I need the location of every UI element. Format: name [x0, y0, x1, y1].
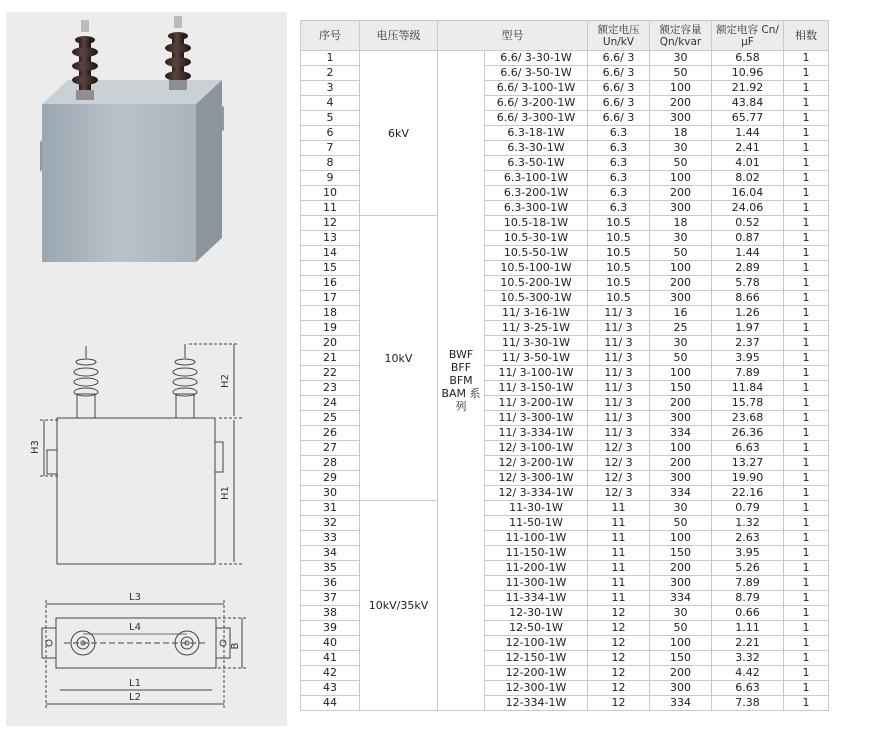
cell-phases: 1	[784, 81, 829, 96]
cell-rated-voltage: 12	[588, 681, 650, 696]
cell-rated-voltage: 11	[588, 546, 650, 561]
cell-model: 11-300-1W	[485, 576, 588, 591]
cell-model: 6.6/ 3-50-1W	[485, 66, 588, 81]
cell-no: 17	[301, 291, 360, 306]
cell-rated-voltage: 6.6/ 3	[588, 96, 650, 111]
cell-rated-capacitance: 22.16	[712, 486, 784, 501]
cell-model: 10.5-18-1W	[485, 216, 588, 231]
cell-rated-capacity: 18	[650, 216, 712, 231]
cell-rated-capacity: 200	[650, 561, 712, 576]
cell-rated-voltage: 11	[588, 576, 650, 591]
cell-phases: 1	[784, 126, 829, 141]
cell-rated-capacity: 300	[650, 681, 712, 696]
cell-model: 6.6/ 3-300-1W	[485, 111, 588, 126]
cell-model: 6.3-30-1W	[485, 141, 588, 156]
cell-phases: 1	[784, 606, 829, 621]
cell-rated-voltage: 11/ 3	[588, 351, 650, 366]
cell-model: 10.5-300-1W	[485, 291, 588, 306]
cell-rated-capacitance: 11.84	[712, 381, 784, 396]
cell-model: 12-334-1W	[485, 696, 588, 711]
cell-rated-capacity: 30	[650, 501, 712, 516]
cell-phases: 1	[784, 216, 829, 231]
cell-rated-voltage: 12/ 3	[588, 456, 650, 471]
front-elevation-drawing	[6, 324, 287, 574]
cell-rated-capacitance: 2.37	[712, 336, 784, 351]
cell-rated-voltage: 12	[588, 696, 650, 711]
cell-rated-capacitance: 6.58	[712, 51, 784, 66]
cell-rated-capacity: 100	[650, 261, 712, 276]
cell-rated-capacitance: 13.27	[712, 456, 784, 471]
cell-rated-voltage: 6.6/ 3	[588, 66, 650, 81]
cell-rated-voltage: 11	[588, 516, 650, 531]
cell-model: 6.6/ 3-100-1W	[485, 81, 588, 96]
cell-series	[438, 51, 485, 711]
cell-rated-capacity: 300	[650, 291, 712, 306]
cell-voltage-class: 10kV/35kV	[360, 501, 438, 711]
cell-rated-voltage: 6.3	[588, 201, 650, 216]
cell-rated-capacitance: 26.36	[712, 426, 784, 441]
cell-rated-voltage: 10.5	[588, 216, 650, 231]
cell-model: 11/ 3-100-1W	[485, 366, 588, 381]
cell-model: 6.3-300-1W	[485, 201, 588, 216]
cell-rated-voltage: 12	[588, 606, 650, 621]
cell-rated-capacitance: 3.95	[712, 546, 784, 561]
cell-rated-voltage: 10.5	[588, 246, 650, 261]
capacitor-photo	[36, 12, 236, 280]
cell-voltage-class: 6kV	[360, 51, 438, 216]
cell-model: 12-200-1W	[485, 666, 588, 681]
l3-label: L3	[129, 592, 141, 603]
cell-rated-voltage: 10.5	[588, 231, 650, 246]
cell-model: 11/ 3-150-1W	[485, 381, 588, 396]
header-model: 型号	[438, 21, 588, 51]
cell-rated-capacity: 30	[650, 606, 712, 621]
cell-rated-voltage: 11/ 3	[588, 381, 650, 396]
h3-label: H3	[30, 440, 41, 454]
l4-label: L4	[129, 622, 141, 633]
cell-rated-capacity: 100	[650, 81, 712, 96]
cell-rated-voltage: 12/ 3	[588, 486, 650, 501]
cell-model: 6.3-50-1W	[485, 156, 588, 171]
cell-rated-capacitance: 8.79	[712, 591, 784, 606]
cell-model: 10.5-100-1W	[485, 261, 588, 276]
cell-rated-capacity: 334	[650, 486, 712, 501]
cell-phases: 1	[784, 66, 829, 81]
cell-phases: 1	[784, 561, 829, 576]
header-voltage-class: 电压等级	[360, 21, 438, 51]
cell-rated-capacitance: 1.32	[712, 516, 784, 531]
series-line: BWF	[448, 348, 474, 361]
cell-model: 6.6/ 3-30-1W	[485, 51, 588, 66]
header-rated-capacitance: 额定电容 Cn/ μF	[712, 21, 784, 51]
cell-phases: 1	[784, 276, 829, 291]
cell-rated-capacity: 18	[650, 126, 712, 141]
cell-rated-voltage: 12	[588, 621, 650, 636]
cell-rated-capacity: 334	[650, 426, 712, 441]
cell-rated-capacity: 50	[650, 246, 712, 261]
cell-model: 11/ 3-50-1W	[485, 351, 588, 366]
cell-phases: 1	[784, 321, 829, 336]
cell-no: 3	[301, 81, 360, 96]
cell-model: 11-30-1W	[485, 501, 588, 516]
cell-model: 12-300-1W	[485, 681, 588, 696]
cell-rated-capacitance: 65.77	[712, 111, 784, 126]
cell-model: 11/ 3-30-1W	[485, 336, 588, 351]
cell-rated-capacitance: 8.66	[712, 291, 784, 306]
cell-model: 10.5-200-1W	[485, 276, 588, 291]
capacitor-spec-table	[300, 20, 829, 711]
cell-phases: 1	[784, 636, 829, 651]
h2-label: H2	[220, 374, 231, 388]
cell-rated-capacitance: 6.63	[712, 681, 784, 696]
cell-phases: 1	[784, 471, 829, 486]
cell-rated-voltage: 10.5	[588, 291, 650, 306]
cell-rated-capacitance: 1.44	[712, 246, 784, 261]
cell-rated-capacitance: 2.21	[712, 636, 784, 651]
cell-rated-voltage: 11	[588, 561, 650, 576]
cell-model: 12-100-1W	[485, 636, 588, 651]
cell-rated-capacity: 150	[650, 546, 712, 561]
cell-rated-capacity: 200	[650, 186, 712, 201]
cell-rated-capacitance: 2.41	[712, 141, 784, 156]
cell-model: 11-100-1W	[485, 531, 588, 546]
cell-no: 20	[301, 336, 360, 351]
cell-phases: 1	[784, 171, 829, 186]
cell-rated-capacity: 150	[650, 651, 712, 666]
cell-voltage-class: 10kV	[360, 216, 438, 501]
cell-model: 10.5-30-1W	[485, 231, 588, 246]
cell-rated-voltage: 11/ 3	[588, 396, 650, 411]
cell-rated-capacity: 200	[650, 666, 712, 681]
cell-model: 6.6/ 3-200-1W	[485, 96, 588, 111]
cell-no: 28	[301, 456, 360, 471]
cell-model: 12/ 3-334-1W	[485, 486, 588, 501]
top-view-drawing	[6, 582, 287, 722]
cell-phases: 1	[784, 501, 829, 516]
series-line: BAM 系	[441, 387, 481, 400]
cell-rated-capacity: 50	[650, 621, 712, 636]
cell-rated-capacitance: 8.02	[712, 171, 784, 186]
cell-phases: 1	[784, 651, 829, 666]
cell-rated-voltage: 6.6/ 3	[588, 111, 650, 126]
cell-rated-voltage: 6.6/ 3	[588, 51, 650, 66]
product-illustration-panel	[6, 12, 287, 726]
cell-phases: 1	[784, 621, 829, 636]
cell-no: 34	[301, 546, 360, 561]
cell-no: 16	[301, 276, 360, 291]
cell-rated-capacity: 150	[650, 381, 712, 396]
cell-rated-capacity: 300	[650, 471, 712, 486]
cell-rated-voltage: 11	[588, 531, 650, 546]
cell-rated-capacitance: 0.87	[712, 231, 784, 246]
cell-phases: 1	[784, 516, 829, 531]
cell-no: 37	[301, 591, 360, 606]
cell-rated-capacity: 300	[650, 201, 712, 216]
cell-model: 6.3-100-1W	[485, 171, 588, 186]
table-header-row	[301, 21, 829, 51]
cell-no: 10	[301, 186, 360, 201]
cell-rated-voltage: 6.3	[588, 126, 650, 141]
cell-rated-capacitance: 4.42	[712, 666, 784, 681]
cell-rated-capacitance: 4.01	[712, 156, 784, 171]
cell-phases: 1	[784, 591, 829, 606]
cell-phases: 1	[784, 306, 829, 321]
cell-rated-voltage: 11/ 3	[588, 366, 650, 381]
cell-rated-capacity: 50	[650, 516, 712, 531]
cell-rated-capacitance: 7.38	[712, 696, 784, 711]
table-row	[301, 51, 829, 66]
cell-rated-voltage: 12/ 3	[588, 471, 650, 486]
cell-rated-capacity: 16	[650, 306, 712, 321]
cell-phases: 1	[784, 696, 829, 711]
cell-no: 6	[301, 126, 360, 141]
cell-model: 11/ 3-200-1W	[485, 396, 588, 411]
cell-phases: 1	[784, 231, 829, 246]
cell-rated-capacitance: 10.96	[712, 66, 784, 81]
cell-no: 22	[301, 366, 360, 381]
cell-rated-capacitance: 2.63	[712, 531, 784, 546]
cell-model: 12/ 3-100-1W	[485, 441, 588, 456]
cell-rated-voltage: 10.5	[588, 261, 650, 276]
cell-rated-capacity: 25	[650, 321, 712, 336]
cell-rated-capacity: 50	[650, 351, 712, 366]
cell-phases: 1	[784, 156, 829, 171]
h1-label: H1	[220, 486, 231, 500]
cell-rated-capacity: 50	[650, 66, 712, 81]
cell-rated-voltage: 11	[588, 501, 650, 516]
cell-no: 8	[301, 156, 360, 171]
cell-rated-voltage: 11	[588, 591, 650, 606]
cell-rated-capacity: 300	[650, 111, 712, 126]
cell-rated-capacity: 334	[650, 591, 712, 606]
cell-phases: 1	[784, 486, 829, 501]
cell-phases: 1	[784, 96, 829, 111]
cell-model: 10.5-50-1W	[485, 246, 588, 261]
cell-no: 30	[301, 486, 360, 501]
cell-phases: 1	[784, 261, 829, 276]
cell-rated-capacity: 30	[650, 336, 712, 351]
cell-phases: 1	[784, 396, 829, 411]
cell-rated-capacitance: 7.89	[712, 576, 784, 591]
cell-rated-voltage: 6.6/ 3	[588, 81, 650, 96]
cell-no: 7	[301, 141, 360, 156]
cell-rated-capacity: 50	[650, 156, 712, 171]
cell-phases: 1	[784, 666, 829, 681]
cell-rated-voltage: 11/ 3	[588, 426, 650, 441]
cell-phases: 1	[784, 426, 829, 441]
header-no: 序号	[301, 21, 360, 51]
cell-model: 12-30-1W	[485, 606, 588, 621]
cell-no: 38	[301, 606, 360, 621]
cell-rated-capacity: 100	[650, 171, 712, 186]
cell-no: 15	[301, 261, 360, 276]
cell-rated-capacitance: 5.78	[712, 276, 784, 291]
cell-no: 26	[301, 426, 360, 441]
cell-phases: 1	[784, 441, 829, 456]
cell-no: 32	[301, 516, 360, 531]
cell-rated-voltage: 10.5	[588, 276, 650, 291]
cell-rated-capacity: 30	[650, 141, 712, 156]
cell-phases: 1	[784, 411, 829, 426]
cell-no: 14	[301, 246, 360, 261]
cell-no: 21	[301, 351, 360, 366]
cell-rated-capacitance: 21.92	[712, 81, 784, 96]
cell-phases: 1	[784, 186, 829, 201]
l1-label: L1	[129, 678, 141, 689]
cell-model: 11/ 3-300-1W	[485, 411, 588, 426]
cell-model: 11/ 3-25-1W	[485, 321, 588, 336]
cell-rated-capacity: 100	[650, 366, 712, 381]
cell-phases: 1	[784, 681, 829, 696]
header-rated-capacity: 额定容量 Qn/kvar	[650, 21, 712, 51]
cell-phases: 1	[784, 111, 829, 126]
cell-rated-capacitance: 24.06	[712, 201, 784, 216]
cell-rated-capacitance: 5.26	[712, 561, 784, 576]
cell-rated-capacity: 200	[650, 276, 712, 291]
cell-rated-capacitance: 1.97	[712, 321, 784, 336]
cell-model: 12-150-1W	[485, 651, 588, 666]
cell-rated-voltage: 6.3	[588, 141, 650, 156]
cell-rated-capacitance: 43.84	[712, 96, 784, 111]
drawing-insulator-right-icon	[173, 344, 197, 418]
cell-rated-capacity: 300	[650, 411, 712, 426]
cell-no: 35	[301, 561, 360, 576]
cell-rated-voltage: 11/ 3	[588, 321, 650, 336]
cell-rated-capacitance: 15.78	[712, 396, 784, 411]
cell-rated-capacitance: 23.68	[712, 411, 784, 426]
cell-no: 23	[301, 381, 360, 396]
cell-model: 11-150-1W	[485, 546, 588, 561]
table-row	[301, 501, 829, 516]
cell-no: 42	[301, 666, 360, 681]
b-label: B	[230, 642, 241, 650]
l2-label: L2	[129, 692, 141, 703]
cell-no: 25	[301, 411, 360, 426]
cell-no: 41	[301, 651, 360, 666]
cell-model: 11-200-1W	[485, 561, 588, 576]
cell-rated-capacity: 200	[650, 396, 712, 411]
cell-rated-capacity: 200	[650, 456, 712, 471]
cell-phases: 1	[784, 546, 829, 561]
cell-no: 31	[301, 501, 360, 516]
cell-rated-capacitance: 1.11	[712, 621, 784, 636]
cell-phases: 1	[784, 291, 829, 306]
cell-rated-capacitance: 2.89	[712, 261, 784, 276]
cell-no: 12	[301, 216, 360, 231]
cell-rated-capacitance: 3.32	[712, 651, 784, 666]
cell-no: 40	[301, 636, 360, 651]
cell-rated-capacitance: 1.44	[712, 126, 784, 141]
cell-rated-capacity: 334	[650, 696, 712, 711]
cell-model: 11-50-1W	[485, 516, 588, 531]
cell-no: 43	[301, 681, 360, 696]
cell-no: 29	[301, 471, 360, 486]
cell-no: 27	[301, 441, 360, 456]
cell-rated-voltage: 12	[588, 651, 650, 666]
cell-rated-capacitance: 1.26	[712, 306, 784, 321]
cell-phases: 1	[784, 381, 829, 396]
drawing-insulator-left-icon	[74, 346, 98, 418]
cell-rated-voltage: 6.3	[588, 186, 650, 201]
cell-phases: 1	[784, 246, 829, 261]
cell-rated-capacitance: 0.79	[712, 501, 784, 516]
cell-no: 13	[301, 231, 360, 246]
cell-phases: 1	[784, 576, 829, 591]
cell-no: 24	[301, 396, 360, 411]
cell-phases: 1	[784, 351, 829, 366]
series-line: BFF BFM	[449, 361, 473, 387]
cell-rated-capacity: 200	[650, 96, 712, 111]
cell-rated-capacitance: 0.66	[712, 606, 784, 621]
header-rated-voltage: 额定电压 Un/kV	[588, 21, 650, 51]
cell-rated-voltage: 12	[588, 666, 650, 681]
cell-rated-capacity: 30	[650, 51, 712, 66]
cell-rated-capacity: 100	[650, 531, 712, 546]
cell-rated-voltage: 11/ 3	[588, 336, 650, 351]
cell-rated-capacity: 100	[650, 441, 712, 456]
cell-model: 6.3-200-1W	[485, 186, 588, 201]
cell-model: 12/ 3-200-1W	[485, 456, 588, 471]
cell-rated-voltage: 11/ 3	[588, 306, 650, 321]
cell-no: 44	[301, 696, 360, 711]
cell-rated-voltage: 11/ 3	[588, 411, 650, 426]
cell-rated-capacitance: 0.52	[712, 216, 784, 231]
cell-model: 11/ 3-334-1W	[485, 426, 588, 441]
cell-no: 36	[301, 576, 360, 591]
cell-rated-voltage: 6.3	[588, 171, 650, 186]
cell-phases: 1	[784, 336, 829, 351]
cell-model: 11-334-1W	[485, 591, 588, 606]
cell-rated-capacitance: 7.89	[712, 366, 784, 381]
cell-rated-voltage: 6.3	[588, 156, 650, 171]
cell-no: 4	[301, 96, 360, 111]
cell-no: 1	[301, 51, 360, 66]
cell-no: 33	[301, 531, 360, 546]
cell-no: 2	[301, 66, 360, 81]
cell-phases: 1	[784, 456, 829, 471]
cell-rated-voltage: 12	[588, 636, 650, 651]
cell-no: 11	[301, 201, 360, 216]
cell-model: 12-50-1W	[485, 621, 588, 636]
series-line: 列	[455, 400, 467, 413]
cell-no: 18	[301, 306, 360, 321]
cell-phases: 1	[784, 531, 829, 546]
cell-rated-capacity: 300	[650, 576, 712, 591]
cell-rated-capacitance: 16.04	[712, 186, 784, 201]
table-row	[301, 216, 829, 231]
cell-model: 12/ 3-300-1W	[485, 471, 588, 486]
cell-phases: 1	[784, 51, 829, 66]
cell-rated-capacity: 30	[650, 231, 712, 246]
cell-rated-voltage: 12/ 3	[588, 441, 650, 456]
cell-no: 5	[301, 111, 360, 126]
cell-model: 11/ 3-16-1W	[485, 306, 588, 321]
cell-phases: 1	[784, 366, 829, 381]
cell-phases: 1	[784, 141, 829, 156]
cell-model: 6.3-18-1W	[485, 126, 588, 141]
cell-no: 19	[301, 321, 360, 336]
cell-phases: 1	[784, 201, 829, 216]
cell-rated-capacitance: 3.95	[712, 351, 784, 366]
cell-no: 39	[301, 621, 360, 636]
cell-no: 9	[301, 171, 360, 186]
cell-rated-capacity: 100	[650, 636, 712, 651]
header-phases: 相数	[784, 21, 829, 51]
cell-rated-capacitance: 19.90	[712, 471, 784, 486]
cell-rated-capacitance: 6.63	[712, 441, 784, 456]
insulator-right-icon	[165, 16, 191, 90]
